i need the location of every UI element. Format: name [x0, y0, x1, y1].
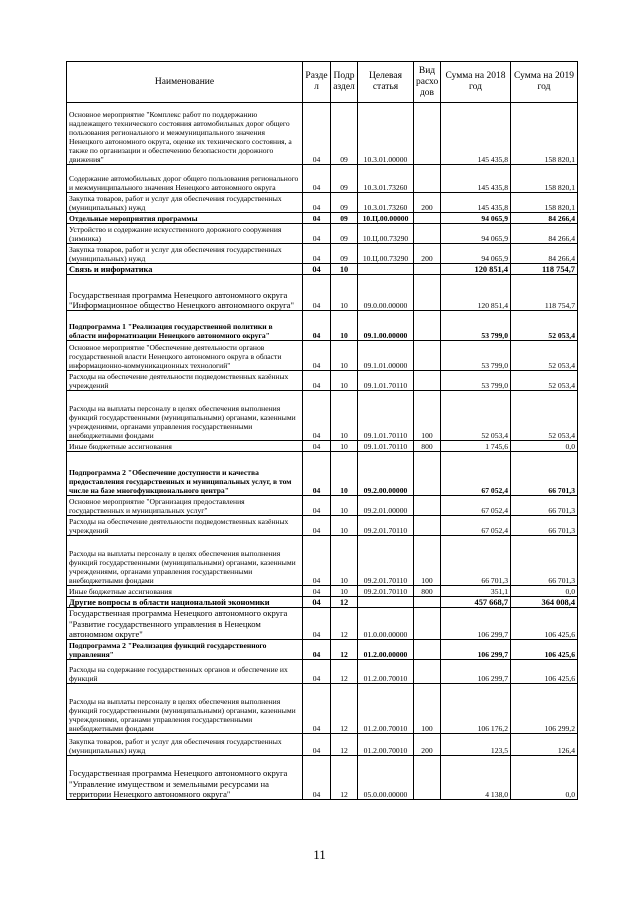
cell-subsection: 10 — [331, 586, 358, 597]
cell-name: Основное мероприятие "Комплекс работ по поддержанию надлежащего технического состояния автомобильных дорог общего пользования регионального и межмуниципального значения Ненецкого автономного округа, оценке их технического состояния, а также по организации и обеспечению безопасности дорожного движения" — [67, 103, 303, 165]
cell-target: 10.Ц.00.00000 — [358, 213, 414, 224]
table-row — [67, 275, 578, 311]
cell-target: 10.Ц.00.73290 — [358, 224, 414, 244]
cell-section: 04 — [303, 586, 331, 597]
header-target: Целевая статья — [358, 62, 414, 103]
table-row — [67, 244, 578, 264]
cell-sum-2018: 106 176,2 — [441, 684, 511, 734]
cell-sum-2018: 145 435,8 — [441, 165, 511, 193]
table-row — [67, 684, 578, 734]
cell-expense-type — [414, 608, 441, 640]
cell-section: 04 — [303, 391, 331, 441]
cell-sum-2019: 0,0 — [511, 586, 578, 597]
cell-sum-2019: 52 053,4 — [511, 341, 578, 371]
cell-name: Расходы на выплаты персоналу в целях обеспечения выполнения функций государственными (муниципальными) органами, казенными учреждениями, органами управления государственными внебюджетными фондами — [67, 391, 303, 441]
cell-target — [358, 597, 414, 608]
cell-target: 10.3.01.73260 — [358, 193, 414, 213]
cell-subsection: 10 — [331, 275, 358, 311]
cell-sum-2019: 66 701,3 — [511, 516, 578, 536]
cell-subsection: 12 — [331, 660, 358, 684]
table-row — [67, 193, 578, 213]
cell-section: 04 — [303, 275, 331, 311]
cell-sum-2019: 0,0 — [511, 756, 578, 800]
cell-section: 04 — [303, 213, 331, 224]
cell-subsection: 12 — [331, 597, 358, 608]
table-row — [67, 391, 578, 441]
cell-sum-2019: 106 299,2 — [511, 684, 578, 734]
table-row — [67, 213, 578, 224]
cell-expense-type — [414, 371, 441, 391]
cell-name: Расходы на выплаты персоналу в целях обеспечения выполнения функций государственными (муниципальными) органами, казенными учреждениями, органами управления государственными внебюджетными фондами — [67, 684, 303, 734]
cell-sum-2018: 94 065,9 — [441, 213, 511, 224]
cell-name: Отдельные мероприятия программы — [67, 213, 303, 224]
table-row — [67, 597, 578, 608]
cell-section: 04 — [303, 311, 331, 341]
cell-sum-2019: 106 425,6 — [511, 608, 578, 640]
cell-subsection: 12 — [331, 608, 358, 640]
table-row — [67, 371, 578, 391]
table-row — [67, 165, 578, 193]
cell-sum-2018: 94 065,9 — [441, 224, 511, 244]
header-subsection: Подр аздел — [331, 62, 358, 103]
budget-table — [66, 61, 578, 800]
cell-sum-2018: 106 299,7 — [441, 608, 511, 640]
cell-sum-2019: 52 053,4 — [511, 371, 578, 391]
cell-sum-2018: 67 052,4 — [441, 516, 511, 536]
cell-name: Государственная программа Ненецкого автономного округа "Управление имуществом и земельными ресурсами на территории Ненецкого автономного округа" — [67, 756, 303, 800]
cell-sum-2018: 53 799,0 — [441, 371, 511, 391]
cell-section: 04 — [303, 371, 331, 391]
cell-sum-2018: 120 851,4 — [441, 264, 511, 275]
header-name: Наименование — [67, 62, 303, 103]
cell-sum-2019: 84 266,4 — [511, 224, 578, 244]
cell-expense-type — [414, 597, 441, 608]
cell-section: 04 — [303, 224, 331, 244]
cell-name: Иные бюджетные ассигнования — [67, 441, 303, 452]
cell-sum-2019: 52 053,4 — [511, 311, 578, 341]
cell-expense-type — [414, 311, 441, 341]
cell-target: 01.0.00.00000 — [358, 608, 414, 640]
cell-sum-2018: 457 668,7 — [441, 597, 511, 608]
cell-expense-type — [414, 516, 441, 536]
cell-target: 01.2.00.70010 — [358, 660, 414, 684]
cell-target: 09.1.01.70110 — [358, 391, 414, 441]
cell-section: 04 — [303, 684, 331, 734]
cell-section: 04 — [303, 165, 331, 193]
cell-expense-type: 100 — [414, 536, 441, 586]
cell-expense-type: 100 — [414, 684, 441, 734]
cell-subsection: 09 — [331, 213, 358, 224]
cell-sum-2018: 145 435,8 — [441, 193, 511, 213]
cell-name: Иные бюджетные ассигнования — [67, 586, 303, 597]
table-row — [67, 441, 578, 452]
table-row — [67, 264, 578, 275]
cell-sum-2019: 364 008,4 — [511, 597, 578, 608]
cell-expense-type: 200 — [414, 193, 441, 213]
cell-expense-type — [414, 275, 441, 311]
cell-subsection: 09 — [331, 103, 358, 165]
table-row — [67, 756, 578, 800]
cell-sum-2019: 106 425,6 — [511, 660, 578, 684]
cell-sum-2018: 66 701,3 — [441, 536, 511, 586]
cell-target: 09.1.00.00000 — [358, 311, 414, 341]
cell-name: Расходы на содержание государственных органов и обеспечение их функций — [67, 660, 303, 684]
cell-subsection: 10 — [331, 311, 358, 341]
cell-section: 04 — [303, 660, 331, 684]
cell-target: 09.2.01.00000 — [358, 496, 414, 516]
cell-sum-2018: 67 052,4 — [441, 496, 511, 516]
cell-target: 09.2.01.70110 — [358, 516, 414, 536]
cell-target: 01.2.00.00000 — [358, 640, 414, 660]
cell-target: 01.2.00.70010 — [358, 684, 414, 734]
cell-expense-type — [414, 640, 441, 660]
cell-name: Подпрограмма 2 "Реализация функций государственного управления" — [67, 640, 303, 660]
table-row — [67, 640, 578, 660]
cell-subsection: 12 — [331, 640, 358, 660]
cell-sum-2018: 351,1 — [441, 586, 511, 597]
cell-sum-2018: 4 138,0 — [441, 756, 511, 800]
cell-sum-2018: 123,5 — [441, 734, 511, 756]
cell-subsection: 09 — [331, 193, 358, 213]
cell-target: 09.0.00.00000 — [358, 275, 414, 311]
cell-expense-type — [414, 224, 441, 244]
table-header-row — [67, 62, 578, 103]
cell-sum-2018: 145 435,8 — [441, 103, 511, 165]
cell-sum-2019: 66 701,3 — [511, 452, 578, 496]
cell-name: Подпрограмма 2 "Обеспечение доступности и качества предоставления государственных и муниципальных услуг, в том числе на базе многофункционального центра" — [67, 452, 303, 496]
cell-sum-2019: 0,0 — [511, 441, 578, 452]
cell-sum-2019: 118 754,7 — [511, 275, 578, 311]
cell-section: 04 — [303, 536, 331, 586]
cell-target: 09.2.01.70110 — [358, 586, 414, 597]
cell-section: 04 — [303, 756, 331, 800]
cell-expense-type: 800 — [414, 586, 441, 597]
page-number: 11 — [313, 847, 326, 862]
cell-sum-2018: 106 299,7 — [441, 660, 511, 684]
cell-section: 04 — [303, 640, 331, 660]
cell-sum-2019: 66 701,3 — [511, 496, 578, 516]
cell-name: Закупка товаров, работ и услуг для обеспечения государственных (муниципальных) нужд — [67, 193, 303, 213]
cell-section: 04 — [303, 193, 331, 213]
table-row — [67, 516, 578, 536]
table-row — [67, 103, 578, 165]
cell-sum-2019: 84 266,4 — [511, 244, 578, 264]
table-row — [67, 660, 578, 684]
cell-section: 04 — [303, 452, 331, 496]
cell-name: Содержание автомобильных дорог общего пользования регионального и межмуниципального значения Ненецкого автономного округа — [67, 165, 303, 193]
cell-expense-type: 800 — [414, 441, 441, 452]
cell-subsection: 09 — [331, 224, 358, 244]
cell-subsection: 10 — [331, 452, 358, 496]
cell-name: Основное мероприятие "Обеспечение деятельности органов государственной власти Ненецкого автономного округа в области информационно-коммуникационных технологий" — [67, 341, 303, 371]
table-row — [67, 341, 578, 371]
cell-sum-2019: 106 425,6 — [511, 640, 578, 660]
cell-target — [358, 264, 414, 275]
cell-sum-2018: 67 052,4 — [441, 452, 511, 496]
cell-name: Государственная программа Ненецкого автономного округа "Информационное общество Ненецкого автономного округа" — [67, 275, 303, 311]
cell-name: Государственная программа Ненецкого автономного округа "Развитие государственного управления в Ненецком автономном округе" — [67, 608, 303, 640]
table-row — [67, 311, 578, 341]
table-row — [67, 536, 578, 586]
cell-expense-type — [414, 165, 441, 193]
cell-subsection: 09 — [331, 244, 358, 264]
cell-sum-2019: 126,4 — [511, 734, 578, 756]
cell-subsection: 09 — [331, 165, 358, 193]
cell-sum-2019: 158 820,1 — [511, 193, 578, 213]
cell-sum-2018: 120 851,4 — [441, 275, 511, 311]
cell-subsection: 10 — [331, 264, 358, 275]
header-sum-2018: Сумма на 2018 год — [441, 62, 511, 103]
cell-section: 04 — [303, 441, 331, 452]
cell-sum-2019: 118 754,7 — [511, 264, 578, 275]
cell-sum-2018: 53 799,0 — [441, 311, 511, 341]
cell-expense-type — [414, 756, 441, 800]
cell-sum-2018: 1 745,6 — [441, 441, 511, 452]
cell-target: 10.3.01.00000 — [358, 103, 414, 165]
cell-expense-type — [414, 103, 441, 165]
cell-subsection: 10 — [331, 516, 358, 536]
cell-expense-type — [414, 213, 441, 224]
cell-name: Подпрограмма 1 "Реализация государственной политики в области информатизации Ненецкого автономного округа" — [67, 311, 303, 341]
cell-subsection: 10 — [331, 341, 358, 371]
cell-expense-type — [414, 264, 441, 275]
header-expense-type: Вид расхо дов — [414, 62, 441, 103]
cell-sum-2019: 158 820,1 — [511, 103, 578, 165]
cell-sum-2019: 84 266,4 — [511, 213, 578, 224]
cell-section: 04 — [303, 597, 331, 608]
cell-sum-2019: 52 053,4 — [511, 391, 578, 441]
cell-target: 09.1.01.70110 — [358, 371, 414, 391]
table-body — [67, 103, 578, 800]
cell-name: Закупка товаров, работ и услуг для обеспечения государственных (муниципальных) нужд — [67, 244, 303, 264]
cell-section: 04 — [303, 516, 331, 536]
cell-name: Устройство и содержание искусственного дорожного сооружения (зимника) — [67, 224, 303, 244]
header-sum-2019: Сумма на 2019 год — [511, 62, 578, 103]
cell-expense-type: 200 — [414, 244, 441, 264]
table-row — [67, 586, 578, 597]
cell-expense-type — [414, 660, 441, 684]
cell-subsection: 10 — [331, 371, 358, 391]
cell-expense-type — [414, 496, 441, 516]
cell-sum-2019: 158 820,1 — [511, 165, 578, 193]
cell-section: 04 — [303, 608, 331, 640]
cell-expense-type — [414, 341, 441, 371]
cell-name: Закупка товаров, работ и услуг для обеспечения государственных (муниципальных) нужд — [67, 734, 303, 756]
cell-name: Связь и информатика — [67, 264, 303, 275]
cell-target: 09.2.01.70110 — [358, 536, 414, 586]
cell-name: Другие вопросы в области национальной экономики — [67, 597, 303, 608]
cell-name: Расходы на выплаты персоналу в целях обеспечения выполнения функций государственными (муниципальными) органами, казенными учреждениями, органами управления государственными внебюджетными фондами — [67, 536, 303, 586]
table-row — [67, 608, 578, 640]
cell-name: Расходы на обеспечение деятельности подведомственных казённых учреждений — [67, 516, 303, 536]
cell-expense-type: 100 — [414, 391, 441, 441]
cell-subsection: 10 — [331, 536, 358, 586]
table-row — [67, 452, 578, 496]
header-section: Разде л — [303, 62, 331, 103]
cell-section: 04 — [303, 496, 331, 516]
cell-target: 10.3.01.73260 — [358, 165, 414, 193]
cell-sum-2019: 66 701,3 — [511, 536, 578, 586]
cell-name: Основное мероприятие "Организация предоставления государственных и муниципальных услуг" — [67, 496, 303, 516]
cell-section: 04 — [303, 341, 331, 371]
table-row — [67, 734, 578, 756]
cell-sum-2018: 94 065,9 — [441, 244, 511, 264]
cell-target: 09.1.01.70110 — [358, 441, 414, 452]
cell-subsection: 12 — [331, 756, 358, 800]
cell-expense-type: 200 — [414, 734, 441, 756]
cell-target: 01.2.00.70010 — [358, 734, 414, 756]
cell-sum-2018: 52 053,4 — [441, 391, 511, 441]
cell-name: Расходы на обеспечение деятельности подведомственных казённых учреждений — [67, 371, 303, 391]
cell-expense-type — [414, 452, 441, 496]
cell-target: 05.0.00.00000 — [358, 756, 414, 800]
table-row — [67, 224, 578, 244]
cell-subsection: 10 — [331, 391, 358, 441]
cell-subsection: 10 — [331, 496, 358, 516]
cell-subsection: 10 — [331, 441, 358, 452]
cell-subsection: 12 — [331, 684, 358, 734]
cell-sum-2018: 53 799,0 — [441, 341, 511, 371]
cell-section: 04 — [303, 244, 331, 264]
table-row — [67, 496, 578, 516]
cell-section: 04 — [303, 103, 331, 165]
cell-target: 10.Ц.00.73290 — [358, 244, 414, 264]
cell-section: 04 — [303, 264, 331, 275]
cell-target: 09.2.00.00000 — [358, 452, 414, 496]
cell-subsection: 12 — [331, 734, 358, 756]
cell-sum-2018: 106 299,7 — [441, 640, 511, 660]
cell-target: 09.1.01.00000 — [358, 341, 414, 371]
cell-section: 04 — [303, 734, 331, 756]
